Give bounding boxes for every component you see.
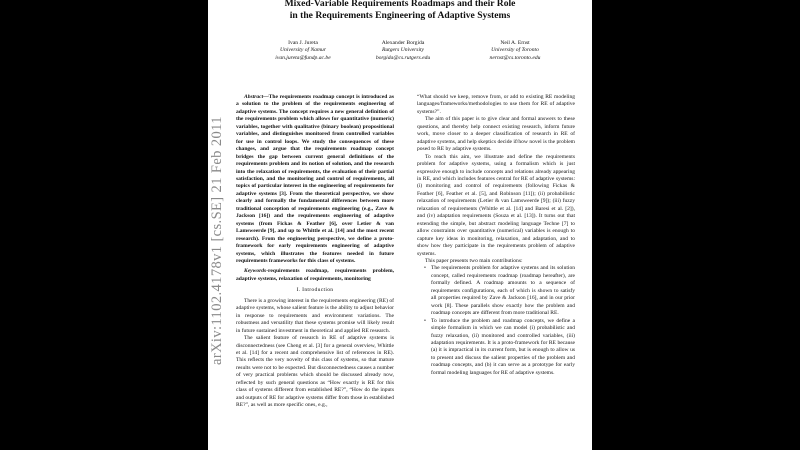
keywords-text: -requirements roadmap, requirements problem, adaptive systems, relaxation of requirements, monitoring [236, 268, 394, 282]
abstract-label: Abstract [244, 94, 264, 100]
abstract [236, 94, 394, 265]
list-item: • The requirements problem for adaptive systems and its solution concept, called requirements roadmap (roadmap hereafter), are formally defined. A roadmap amounts to a sequence of requirements configurations, each of which is shown to satisfy all properties required by Zave & Jackson [16], and in our prior work [8]. These parallels show exactly how the problem and roadmap concepts are different from more traditional RE. [425, 265, 575, 317]
author-email: ivan.jureta@fundp.ac.be [275, 54, 331, 61]
abstract-text: —The requirements roadmap concept is introduced as a solution to the problem of the requirements engineering of adaptive systems. The concept requires a new general definition of the requirements problem which allows for quantitative (numeric) variables, together with qualitative (binary boolean) propositional variables, and distinguishes monitored from controlled variables for use in control loops. We study the consequences of these changes, and argue that the requirements roadmap concept bridges the gap between current general definitions of the requirements problem and its notion of solution, and the research into the relaxation of requirements, the evaluation of their partial satisfaction, and the monitoring and control of requirements, all topics of particular interest in the engineering of requirements for adaptive systems [3]. From the theoretical perspective, we show clearly and formally the fundamental differences between more traditional conception of requirements engineering (e.g., Zave & Jackson [16]) and the requirements engineering of adaptive systems (from Fickas & Feather [6], over Letier & van Lamsweerde [9], and up to Whittle et al. [14] and the most recent research). From the engineering perspective, we define a proto-framework for early requirements engineering of adaptive systems, which illustrates the features needed in future requirements frameworks for this class of systems. [236, 94, 394, 264]
section-heading: I. Introduction [296, 287, 334, 294]
author-email: borgida@cs.rutgers.edu [375, 54, 431, 61]
paper-title-line-2: in the Requirements Engineering of Adaptive Systems [289, 10, 511, 21]
author-email: nernst@cs.toronto.edu [489, 54, 541, 61]
author-block [348, 40, 458, 62]
contributions-intro: This paper presents two main contributions: [425, 257, 523, 264]
author-name: Alexander Borgida [381, 40, 425, 46]
right-column [417, 94, 575, 450]
paper-title-line-1: Mixed-Variable Requirements Roadmaps and their Role [284, 0, 516, 9]
list-item: • To introduce the problem and roadmap concepts, we define a simple formalism in which we can model (i) probabilistic and fuzzy relaxation, (ii) monitored and controlled variables, (iii) adaptation requirements. It is a proto-framework for RE because (a) it is impractical in its current form, but is enough to allow us to present and discuss the salient properties of the problem and roadmap concepts, and (b) it can serve as a prototype for early formal modeling languages for RE of adaptive systems. [425, 318, 575, 378]
paper-page [208, 0, 592, 450]
author-affiliation: University of Toronto [491, 47, 539, 54]
author-block [460, 40, 570, 62]
author-affiliation: University of Namur [280, 47, 326, 54]
contributions-list [417, 265, 575, 377]
body-paragraph: To reach this aim, we illustrate and define the requirements problem for adaptive systems, using a formalism which is just expressive enough to include concepts and relations already appearing in RE, and which includes features central for RE of adaptive systems: (i) monitoring and control of requirements (following Fickas & Feather [6], Feather et al. [5], and Robinson [11]); (ii) probabilistic relaxation of requirements (Letier & van Lamsweerde [9]); (iii) fuzzy relaxation of requirements (Whittle et al. [14] and Baresi et al. [2]), and (iv) adaptation requirements (Souza et al. [13]). It turns out that extending the simple, but abstract modeling language Techne [7] to allow constraints over quantitative (numerical) variables is enough to capture key ideas in monitoring, relaxation, and adaptation, and to show how they participate in the requirements problem of adaptive systems. [417, 153, 575, 257]
author-block [248, 40, 358, 62]
keywords [236, 268, 394, 283]
arxiv-stamp: arXiv:1102.4178v1 [cs.SE] 21 Feb 2011 [209, 116, 225, 365]
author-affiliation: Rutgers University [381, 47, 425, 54]
keywords-label: Keywords [244, 268, 267, 275]
body-paragraph: The salient feature of research in RE of adaptive systems is disconnectedness (see Cheng et al. [3] for a general overview, Whittle et al. [14] for a recent and comprehensive list of references in RE). This reflects the very novelty of this class of systems, so that mature results were not to be expected. But disconnectedness causes a number of very practical problems which should be discussed already now, reflected by such general questions as “How exactly is RE for this class of systems different from established RE?”, “How do the inputs and outputs of RE for adaptive systems differ from those in established RE?”, as well as more specific ones, e.g., [236, 335, 394, 409]
body-paragraph: There is a growing interest in the requirements engineering (RE) of adaptive systems, whose salient feature is the ability to adjust behavior in response to requirements and environment variations. The robustness and versatility that these systems promise will likely result in future sustained investment in theoretical and applied RE research. [236, 297, 394, 334]
left-column [236, 94, 394, 450]
author-name: Ivan J. Jureta [288, 40, 318, 46]
body-paragraph: The aim of this paper is to give clear and formal answers to these questions, and thereby help connect existing research, inform future work, move closer to a deeper classification of research in RE of adaptive systems, and help skeptics decide if/how novel is the problem posed to RE by adaptive systems. [417, 116, 575, 153]
quoted-question: “What should we keep, remove from, or add to existing RE modeling languages/frameworks/methodologies to use them for RE of adaptive systems?”. [417, 94, 575, 115]
author-name: Neil A. Ernst [500, 40, 530, 46]
